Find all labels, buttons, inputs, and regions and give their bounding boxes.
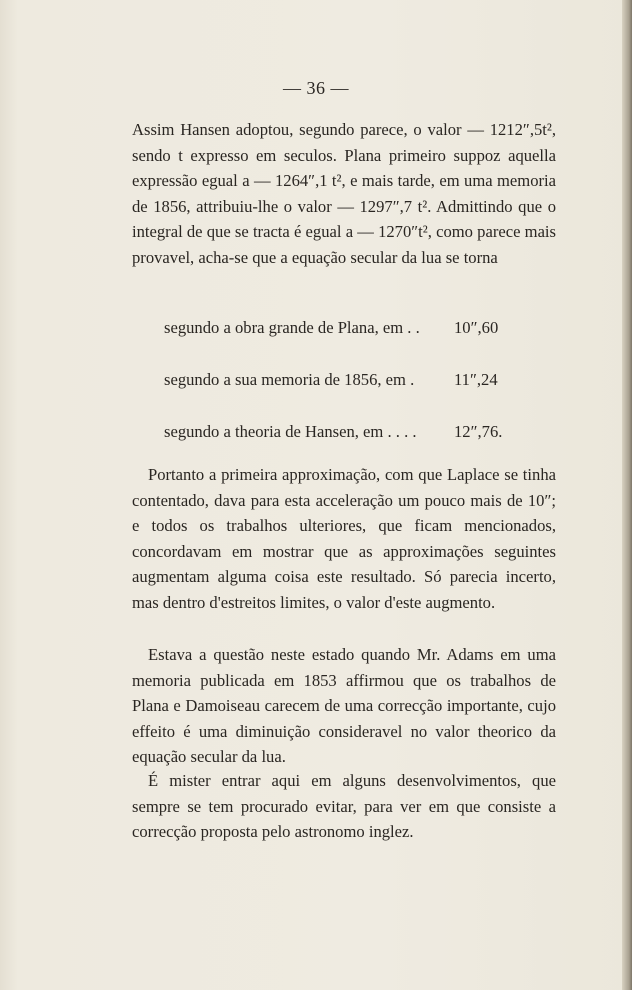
page-edge-shadow [622, 0, 632, 990]
value-row-plana-memoria [164, 370, 564, 396]
value-label: segundo a obra grande de Plana, em . . [164, 318, 420, 337]
value-row-plana-obra [164, 318, 564, 344]
value-number: 10″,60 [454, 318, 499, 337]
value-number: 11″,24 [454, 370, 498, 389]
paragraph-laplace: Portanto a primeira approximação, com que Laplace se tinha contentado, dava para esta acceleração um pouco mais de 10″; e todos os trabalhos ulteriores, que ficam mencionados, concordavam em mostrar que as approximações seguintes augmentam alguma coisa este resultado. Só parecia incerto, mas dentro d'estreitos limites, o valor d'este augmento. [132, 465, 556, 612]
page-number: — 36 — [283, 78, 349, 98]
value-number: 12″,76. [454, 422, 503, 441]
paragraph-correction: É mister entrar aqui em alguns desenvolvimentos, que sempre se tem procurado evitar, para ver em que consiste a correcção proposta pelo astronomo inglez. [132, 771, 556, 841]
paragraph-adams: Estava a questão neste estado quando Mr. Adams em uma memoria publicada em 1853 affirmou que os trabalhos de Plana e Damoiseau carecem de uma correcção importante, cujo effeito é uma diminuição consideravel no valor theorico da equação secular da lua. [132, 645, 556, 766]
value-label: segundo a theoria de Hansen, em . . . . [164, 422, 417, 441]
paragraph-hansen-values: Assim Hansen adoptou, segundo parece, o valor — 1212″,5t², sendo t expresso em seculos. Plana primeiro suppoz aquella expressão egual a — 1264″,1 t², e mais tarde, em uma memoria de 1856, attribuiu-lhe o valor — 1297″,7 t². Admittindo que o integral de que se tracta é egual a — 1270″t², como parece mais provavel, acha-se que a equação secular da lua se torna [132, 120, 556, 267]
value-row-hansen [164, 422, 564, 448]
value-label: segundo a sua memoria de 1856, em . [164, 370, 415, 389]
